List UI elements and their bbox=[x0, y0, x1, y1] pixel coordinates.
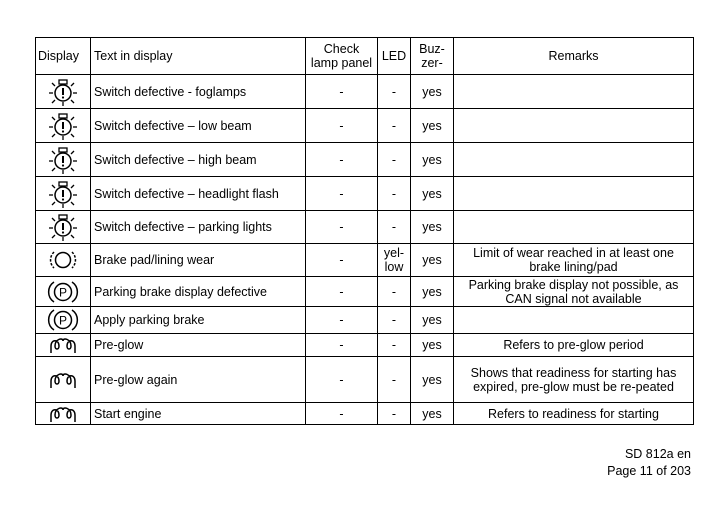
led-value: - bbox=[378, 177, 411, 211]
header-check-lamp: Check lamp panel bbox=[306, 38, 378, 75]
display-icon-cell bbox=[36, 211, 91, 244]
remarks-text: Parking brake display not possible, as CAN signal not available bbox=[454, 277, 694, 307]
symbol-table bbox=[35, 37, 694, 425]
buzzer-value: yes bbox=[411, 177, 454, 211]
remarks-text: Limit of wear reached in at least one brake lining/pad bbox=[454, 244, 694, 277]
display-text: Pre-glow bbox=[91, 334, 306, 357]
display-icon-cell bbox=[36, 109, 91, 143]
check-lamp-value: - bbox=[306, 109, 378, 143]
table-row bbox=[36, 334, 694, 357]
led-value: - bbox=[378, 211, 411, 244]
display-icon-cell bbox=[36, 307, 91, 334]
led-value: - bbox=[378, 357, 411, 403]
display-text: Parking brake display defective bbox=[91, 277, 306, 307]
display-text: Switch defective – headlight flash bbox=[91, 177, 306, 211]
parking-brake-icon bbox=[39, 307, 87, 333]
led-value: yel-low bbox=[378, 244, 411, 277]
buzzer-value: yes bbox=[411, 403, 454, 425]
display-text: Apply parking brake bbox=[91, 307, 306, 334]
check-lamp-value: - bbox=[306, 357, 378, 403]
table-row bbox=[36, 177, 694, 211]
table-header-row bbox=[36, 38, 694, 75]
led-value: - bbox=[378, 277, 411, 307]
led-value: - bbox=[378, 109, 411, 143]
table-row bbox=[36, 75, 694, 109]
light-switch-warning-icon bbox=[39, 111, 87, 141]
buzzer-value: yes bbox=[411, 211, 454, 244]
remarks-text: Shows that readiness for starting has expired, pre-glow must be re-peated bbox=[454, 357, 694, 403]
buzzer-value: yes bbox=[411, 334, 454, 357]
remarks-text bbox=[454, 307, 694, 334]
header-remarks: Remarks bbox=[454, 38, 694, 75]
brake-pad-wear-icon bbox=[39, 247, 87, 273]
table-row bbox=[36, 143, 694, 177]
svg-text:P: P bbox=[58, 313, 68, 328]
buzzer-value: yes bbox=[411, 277, 454, 307]
check-lamp-value: - bbox=[306, 277, 378, 307]
parking-brake-icon bbox=[39, 279, 87, 305]
remarks-text bbox=[454, 177, 694, 211]
table-row bbox=[36, 357, 694, 403]
display-icon-cell bbox=[36, 277, 91, 307]
light-switch-warning-icon bbox=[39, 145, 87, 175]
buzzer-value: yes bbox=[411, 244, 454, 277]
remarks-text bbox=[454, 75, 694, 109]
display-icon-cell bbox=[36, 403, 91, 425]
check-lamp-value: - bbox=[306, 143, 378, 177]
display-text: Switch defective – low beam bbox=[91, 109, 306, 143]
display-text: Brake pad/lining wear bbox=[91, 244, 306, 277]
document-id: SD 812a en bbox=[624, 447, 691, 461]
buzzer-value: yes bbox=[411, 143, 454, 177]
remarks-text bbox=[454, 143, 694, 177]
check-lamp-value: - bbox=[306, 334, 378, 357]
table-row bbox=[36, 307, 694, 334]
table-row bbox=[36, 211, 694, 244]
remarks-text: Refers to readiness for starting bbox=[454, 403, 694, 425]
led-value: - bbox=[378, 334, 411, 357]
glow-plug-icon bbox=[39, 335, 87, 355]
check-lamp-value: - bbox=[306, 244, 378, 277]
led-value: - bbox=[378, 143, 411, 177]
light-switch-warning-icon bbox=[39, 77, 87, 107]
check-lamp-value: - bbox=[306, 403, 378, 425]
header-text: Text in display bbox=[91, 38, 306, 75]
check-lamp-value: - bbox=[306, 177, 378, 211]
table-row bbox=[36, 277, 694, 307]
buzzer-value: yes bbox=[411, 307, 454, 334]
buzzer-value: yes bbox=[411, 357, 454, 403]
svg-text:P: P bbox=[58, 285, 68, 299]
display-text: Start engine bbox=[91, 403, 306, 425]
led-value: - bbox=[378, 403, 411, 425]
check-lamp-value: - bbox=[306, 211, 378, 244]
display-text: Switch defective – parking lights bbox=[91, 211, 306, 244]
header-led: LED bbox=[378, 38, 411, 75]
remarks-text bbox=[454, 109, 694, 143]
table-row bbox=[36, 109, 694, 143]
led-value: - bbox=[378, 75, 411, 109]
glow-plug-icon bbox=[39, 404, 87, 424]
display-text: Pre-glow again bbox=[91, 357, 306, 403]
remarks-text bbox=[454, 211, 694, 244]
display-icon-cell bbox=[36, 334, 91, 357]
light-switch-warning-icon bbox=[39, 212, 87, 242]
table-row bbox=[36, 403, 694, 425]
display-icon-cell bbox=[36, 357, 91, 403]
display-text: Switch defective – high beam bbox=[91, 143, 306, 177]
display-icon-cell bbox=[36, 143, 91, 177]
display-icon-cell bbox=[36, 244, 91, 277]
remarks-text: Refers to pre-glow period bbox=[454, 334, 694, 357]
header-buzzer: Buz-zer- bbox=[411, 38, 454, 75]
buzzer-value: yes bbox=[411, 109, 454, 143]
buzzer-value: yes bbox=[411, 75, 454, 109]
glow-plug-icon bbox=[39, 370, 87, 390]
page-number: Page 11 of 203 bbox=[607, 464, 691, 478]
led-value: - bbox=[378, 307, 411, 334]
check-lamp-value: - bbox=[306, 307, 378, 334]
light-switch-warning-icon bbox=[39, 179, 87, 209]
page-footer bbox=[607, 446, 691, 480]
header-display: Display bbox=[36, 38, 91, 75]
table-row bbox=[36, 244, 694, 277]
display-icon-cell bbox=[36, 75, 91, 109]
display-text: Switch defective - foglamps bbox=[91, 75, 306, 109]
display-icon-cell bbox=[36, 177, 91, 211]
check-lamp-value: - bbox=[306, 75, 378, 109]
